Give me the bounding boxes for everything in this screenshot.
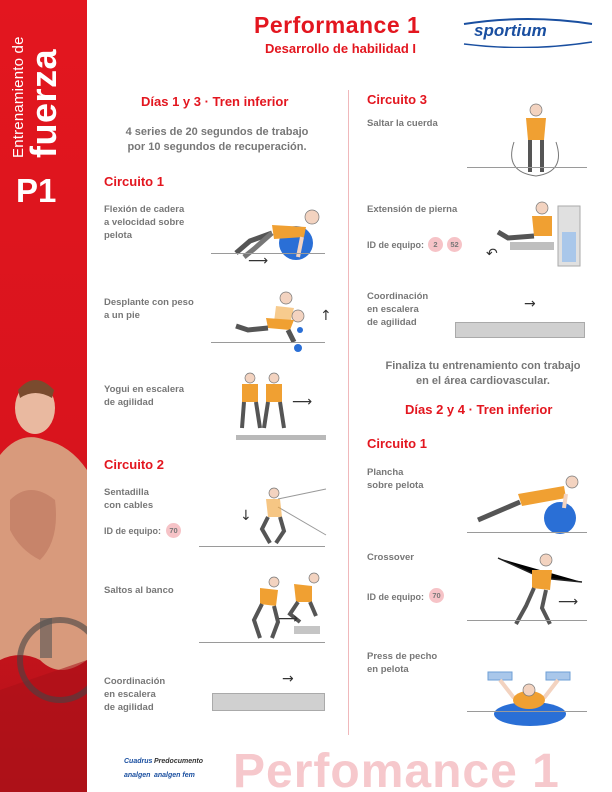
floor-line: [467, 532, 587, 533]
label-line: Saltos al banco: [104, 585, 174, 596]
vertical-title: [10, 36, 64, 158]
equipment-id-badge: 70: [166, 523, 181, 538]
label-line: en pelota: [367, 664, 409, 675]
sportium-logo-text: sportium: [474, 21, 547, 40]
label-line: sobre pelota: [367, 480, 424, 491]
label-line: Coordinación: [104, 676, 166, 687]
label-line: pelota: [104, 230, 132, 241]
label-line: de agilidad: [367, 317, 417, 328]
left-band: [0, 0, 87, 792]
intro-line: 4 series de 20 segundos de trabajo: [125, 126, 309, 138]
agility-ladder: [236, 435, 326, 440]
exercise-label: [367, 466, 424, 492]
finish-line: en el área cardiovascular.: [416, 375, 550, 387]
label-line: Extensión de pierna: [367, 204, 458, 215]
label-line: de agilidad: [104, 702, 154, 713]
jump-rope-figure: [500, 102, 570, 180]
exercise-label: [104, 296, 194, 322]
circuit-3-title: Circuito 3: [367, 92, 427, 107]
agility-ladder: [212, 693, 325, 711]
circuit-1-title: Circuito 1: [104, 174, 164, 189]
floor-line: [199, 546, 325, 547]
arrow-right-icon: →: [524, 296, 536, 312]
brand-logo: analgen: [124, 772, 151, 779]
arrow-right-icon: ⟶: [292, 394, 313, 410]
floor-line: [467, 711, 587, 712]
arrow-down-icon: ↓: [240, 508, 252, 524]
section-title-days-2-4: Días 2 y 4 · Tren inferior: [405, 402, 553, 417]
floor-line: [467, 167, 587, 168]
label-line: Desplante con peso: [104, 297, 194, 308]
exercise-label: [104, 203, 184, 242]
label-line: a un pie: [104, 310, 140, 321]
circuit-1b-title: Circuito 1: [367, 436, 427, 451]
cable-squat-figure: [250, 485, 330, 547]
page-title: Performance 1: [254, 12, 421, 38]
label-line: en escalera: [367, 304, 419, 315]
athlete-photo: [0, 360, 87, 792]
vertical-title-small: Entrenamiento de: [10, 36, 27, 158]
label-line: Flexión de cadera: [104, 204, 185, 215]
floor-line: [199, 642, 325, 643]
single-leg-lunge-figure: [228, 290, 318, 355]
arrow-curve-icon: ↶: [486, 246, 498, 262]
label-line: Crossover: [367, 552, 414, 563]
exercise-label: [367, 650, 437, 676]
crossover-figure: [496, 552, 586, 630]
brand-logo: Cuadrus: [124, 758, 153, 765]
arrow-right-icon: →: [282, 671, 294, 687]
label-line: Plancha: [367, 467, 404, 478]
equipment-label: ID de equipo:: [367, 240, 424, 250]
label-line: Saltar la cuerda: [367, 118, 438, 129]
label-line: a velocidad sobre: [104, 217, 185, 228]
floor-line: [211, 342, 325, 343]
exercise-label: [367, 290, 428, 329]
section-title-days-1-3: Días 1 y 3 · Tren inferior: [141, 94, 289, 109]
plank-figure: [468, 472, 586, 538]
intro-text: [105, 125, 329, 155]
agility-ladder: [455, 322, 585, 338]
agility-yogi-figure: [236, 372, 296, 437]
floor-line: [467, 620, 587, 621]
level-label: P1: [16, 172, 57, 209]
footer-watermark: Perfomance 1: [233, 745, 560, 792]
equipment-label: ID de equipo:: [367, 592, 424, 602]
brand-logo: analgen fem: [154, 772, 195, 779]
label-line: con cables: [104, 500, 154, 511]
arrow-up-icon: ↑: [320, 308, 332, 324]
arrow-right-icon: ⟶: [558, 594, 579, 610]
column-divider: [348, 90, 349, 735]
exercise-label: [367, 203, 457, 216]
label-line: en escalera: [104, 689, 156, 700]
label-line: Coordinación: [367, 291, 429, 302]
page-subtitle: Desarrollo de habilidad I: [265, 41, 416, 56]
equipment-id-badge: 70: [429, 588, 444, 603]
label-line: Yogui en escalera: [104, 384, 185, 395]
label-line: Sentadilla: [104, 487, 149, 498]
exercise-label: [367, 117, 438, 130]
exercise-label: [104, 486, 153, 512]
label-line: de agilidad: [104, 397, 154, 408]
hip-flexion-figure: [214, 205, 326, 265]
equipment-id-badge: 52: [447, 237, 462, 252]
chest-press-ball-figure: [470, 650, 588, 730]
brand-logo: Predocumento: [154, 758, 204, 765]
box-jump-figure: [250, 572, 330, 644]
exercise-label: [104, 675, 165, 714]
intro-line: por 10 segundos de recuperación.: [127, 141, 307, 153]
vertical-title-big: fuerza: [23, 48, 64, 158]
finish-text: [365, 359, 601, 389]
label-line: Press de pecho: [367, 651, 438, 662]
equipment-label: ID de equipo:: [104, 526, 161, 536]
exercise-label: [104, 383, 184, 409]
finish-line: Finaliza tu entrenamiento con trabajo: [385, 360, 581, 372]
arrow-right-icon: ⟶: [248, 253, 269, 269]
arrow-right-icon: ⟶: [278, 611, 299, 627]
exercise-label: [104, 584, 174, 597]
circuit-2-title: Circuito 2: [104, 457, 164, 472]
equipment-id-badge: 2: [428, 237, 443, 252]
exercise-label: [367, 551, 414, 564]
